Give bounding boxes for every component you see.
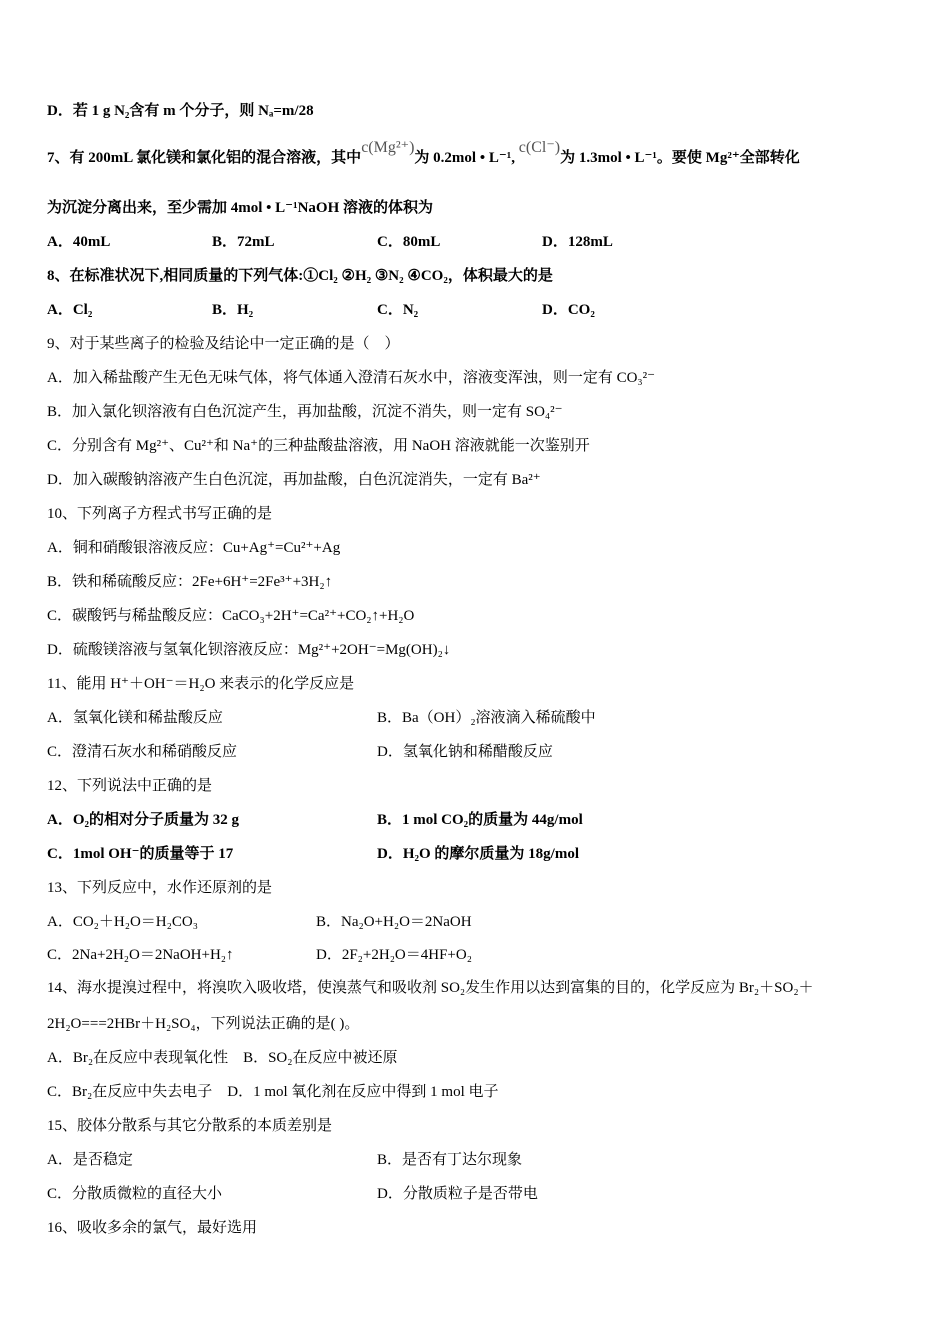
q7-c-cl: c(Cl⁻) <box>518 139 561 156</box>
q14-options-cd: C．Br₂在反应中失去电子 D．1 mol 氧化剂在反应中得到 1 mol 电子 <box>47 1084 499 1100</box>
q12-option-b: B．1 mol CO₂的质量为 44g/mol <box>377 812 583 828</box>
q13-option-d: D．2F₂+2H₂O＝4HF+O₂ <box>316 947 472 963</box>
q7-c-mg: c(Mg²⁺) <box>361 139 415 156</box>
q13-option-a: A．CO₂＋H₂O＝H₂CO₃ <box>47 914 198 930</box>
q11-option-d: D．氢氧化钠和稀醋酸反应 <box>377 744 553 760</box>
q8-option-a: A．Cl₂ <box>47 302 93 318</box>
q8-option-c: C．N₂ <box>377 302 419 318</box>
q15-stem: 15、胶体分散系与其它分散系的本质差别是 <box>47 1118 333 1134</box>
q12-option-a: A．O₂的相对分子质量为 32 g <box>47 812 239 828</box>
q12-option-c: C．1mol OH⁻的质量等于 17 <box>47 846 234 862</box>
q9-stem: 9、对于某些离子的检验及结论中一定正确的是（ ） <box>47 336 400 352</box>
q15-option-b: B．是否有丁达尔现象 <box>377 1152 523 1168</box>
q13-option-c: C．2Na+2H₂O＝2NaOH+H₂↑ <box>47 947 234 963</box>
q14-stem-line1: 14、海水提溴过程中，将溴吹入吸收塔，使溴蒸气和吸收剂 SO₂发生作用以达到富集的目的，化学反应为 Br₂＋SO₂＋ <box>47 980 814 996</box>
q8-option-d: D．CO₂ <box>542 302 595 318</box>
q10-stem: 10、下列离子方程式书写正确的是 <box>47 506 273 522</box>
q7-option-a: A．40mL <box>47 234 111 250</box>
q7-stem-b: 为 0.2mol • L⁻¹, <box>414 150 519 166</box>
q8-stem: 8、在标准状况下,相同质量的下列气体:①Cl₂ ②H₂ ③N₂ ④CO₂，体积最大的是 <box>47 268 553 284</box>
q7-stem-a: 7、有 200mL 氯化镁和氯化铝的混合溶液，其中 <box>47 150 362 166</box>
q7-option-c: C．80mL <box>377 234 441 250</box>
q10-option-b: B．铁和稀硫酸反应：2Fe+6H⁺=2Fe³⁺+3H₂↑ <box>47 574 333 590</box>
q11-option-c: C．澄清石灰水和稀硝酸反应 <box>47 744 238 760</box>
q10-option-a: A．铜和硝酸银溶液反应：Cu+Ag⁺=Cu²⁺+Ag <box>47 540 341 556</box>
q14-stem-line2: 2H₂O===2HBr＋H₂SO₄，下列说法正确的是( )。 <box>47 1016 360 1032</box>
q11-option-b: B．Ba（OH）₂溶液滴入稀硫酸中 <box>377 710 596 726</box>
q9-option-d: D．加入碳酸钠溶液产生白色沉淀，再加盐酸，白色沉淀消失，一定有 Ba²⁺ <box>47 472 541 488</box>
q6-option-d: D．若 1 g N₂含有 m 个分子，则 Nₐ=m/28 <box>47 103 314 119</box>
q7-stem-line2: 为沉淀分离出来，至少需加 4mol • L⁻¹NaOH 溶液的体积为 <box>47 200 434 216</box>
q13-stem: 13、下列反应中，水作还原剂的是 <box>47 880 273 896</box>
q11-stem: 11、能用 H⁺＋OH⁻＝H₂O 来表示的化学反应是 <box>47 676 355 692</box>
q9-option-b: B．加入氯化钡溶液有白色沉淀产生，再加盐酸，沉淀不消失，则一定有 SO₄²⁻ <box>47 404 563 420</box>
q12-stem: 12、下列说法中正确的是 <box>47 778 213 794</box>
q15-option-c: C．分散质微粒的直径大小 <box>47 1186 223 1202</box>
q10-option-c: C．碳酸钙与稀盐酸反应：CaCO₃+2H⁺=Ca²⁺+CO₂↑+H₂O <box>47 608 415 624</box>
q7-stem-line1 <box>47 139 800 168</box>
q9-option-a: A．加入稀盐酸产生无色无味气体，将气体通入澄清石灰水中，溶液变浑浊，则一定有 CO₃²⁻ <box>47 370 656 386</box>
q15-option-a: A．是否稳定 <box>47 1152 133 1168</box>
q15-option-d: D．分散质粒子是否带电 <box>377 1186 538 1202</box>
q7-stem-c: 为 1.3mol • L⁻¹。要使 Mg²⁺全部转化 <box>560 150 800 166</box>
q10-option-d: D．硫酸镁溶液与氢氧化钡溶液反应：Mg²⁺+2OH⁻=Mg(OH)₂↓ <box>47 642 451 658</box>
q7-option-d: D．128mL <box>542 234 613 250</box>
q16-stem: 16、吸收多余的氯气，最好选用 <box>47 1220 258 1236</box>
q9-option-c: C．分别含有 Mg²⁺、Cu²⁺和 Na⁺的三种盐酸盐溶液，用 NaOH 溶液就能一次鉴别开 <box>47 438 590 454</box>
q8-option-b: B．H₂ <box>212 302 254 318</box>
q11-option-a: A．氢氧化镁和稀盐酸反应 <box>47 710 223 726</box>
q13-option-b: B．Na₂O+H₂O＝2NaOH <box>316 914 472 930</box>
q12-option-d: D．H₂O 的摩尔质量为 18g/mol <box>377 846 579 862</box>
q14-options-ab: A．Br₂在反应中表现氧化性 B．SO₂在反应中被还原 <box>47 1050 398 1066</box>
q7-option-b: B．72mL <box>212 234 275 250</box>
